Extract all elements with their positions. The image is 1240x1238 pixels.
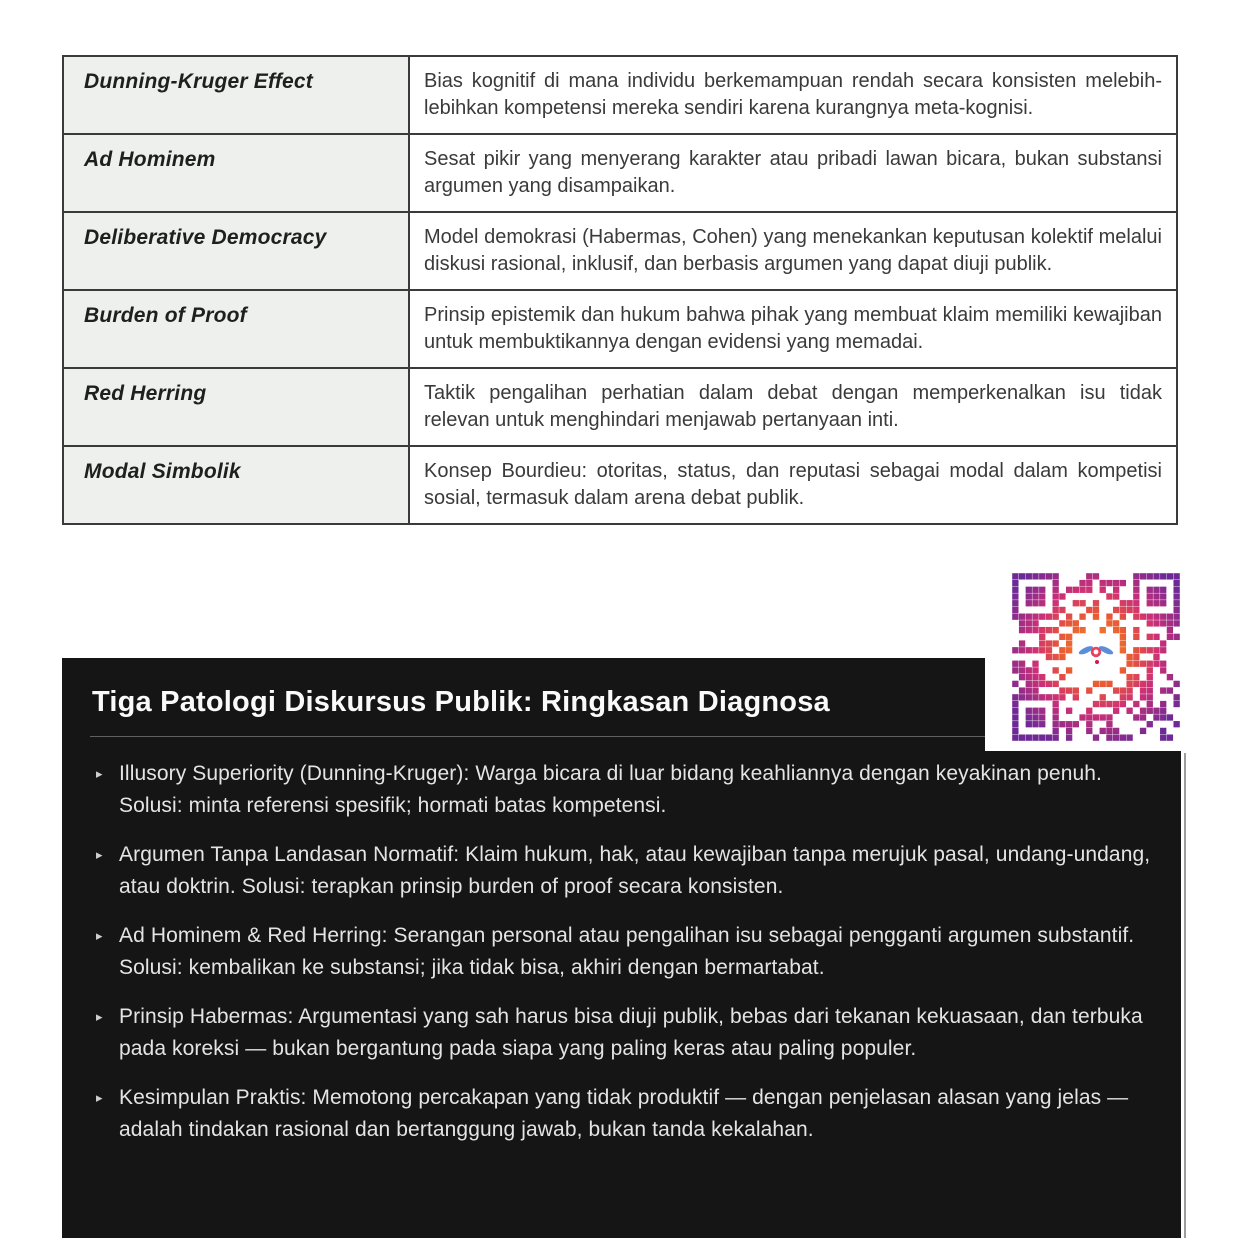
list-item xyxy=(90,1001,1151,1065)
bullet-arrow-icon: ▸ xyxy=(96,847,103,862)
list-item xyxy=(90,758,1151,822)
table-row xyxy=(64,213,1176,291)
term-cell: Burden of Proof xyxy=(64,291,410,367)
panel-title: Tiga Patologi Diskursus Publik: Ringkasan Diagnosa xyxy=(92,686,830,718)
page-edge-line xyxy=(1184,753,1186,1238)
bullet-text: Prinsip Habermas: Argumentasi yang sah harus bisa diuji publik, bebas dari tekanan kekuasaan, dan terbuka pada koreksi — bukan bergantung pada siapa yang paling keras atau paling populer. xyxy=(119,1005,1143,1060)
definition-cell: Prinsip epistemik dan hukum bahwa pihak yang membuat klaim memiliki kewajiban untuk membuktikannya dengan evidensi yang memadai. xyxy=(424,304,1162,353)
bullet-text: Argumen Tanpa Landasan Normatif: Klaim hukum, hak, atau kewajiban tanpa merujuk pasal, undang-undang, atau doktrin. Solusi: terapkan prinsip burden of proof secara konsisten. xyxy=(119,843,1151,898)
bullet-arrow-icon: ▸ xyxy=(96,928,103,943)
bullet-text: Illusory Superiority (Dunning-Kruger): Warga bicara di luar bidang keahliannya dengan keyakinan penuh. Solusi: minta referensi spesifik; hormati batas kompetensi. xyxy=(119,762,1102,817)
table-row xyxy=(64,447,1176,523)
glossary-table xyxy=(62,55,1178,525)
term-cell: Deliberative Democracy xyxy=(64,213,410,289)
bullet-arrow-icon: ▸ xyxy=(96,1009,103,1024)
table-row xyxy=(64,57,1176,135)
list-item xyxy=(90,839,1151,903)
bullet-arrow-icon: ▸ xyxy=(96,1090,103,1105)
bullet-text: Ad Hominem & Red Herring: Serangan personal atau pengalihan isu sebagai pengganti argumen substantif. Solusi: kembalikan ke substansi; jika tidak bisa, akhiri dengan bermartabat. xyxy=(119,924,1135,979)
table-row xyxy=(64,291,1176,369)
definition-cell: Taktik pengalihan perhatian dalam debat dengan memperkenalkan isu tidak relevan untuk menghindari menjawab pertanyaan inti. xyxy=(424,382,1162,431)
definition-cell: Model demokrasi (Habermas, Cohen) yang menekankan keputusan kolektif melalui diskusi rasional, inklusif, dan berbasis argumen yang dapat diuji publik. xyxy=(424,226,1162,275)
definition-cell: Sesat pikir yang menyerang karakter atau pribadi lawan bicara, bukan substansi argumen yang disampaikan. xyxy=(424,148,1162,197)
list-item xyxy=(90,920,1151,984)
bullet-text: Kesimpulan Praktis: Memotong percakapan yang tidak produktif — dengan penjelasan alasan yang jelas — adalah tindakan rasional dan bertanggung jawab, bukan tanda kekalahan. xyxy=(119,1086,1129,1141)
term-cell: Ad Hominem xyxy=(64,135,410,211)
table-row xyxy=(64,369,1176,447)
qr-code[interactable] xyxy=(1012,573,1180,741)
term-cell: Dunning-Kruger Effect xyxy=(64,57,410,133)
definition-cell: Konsep Bourdieu: otoritas, status, dan reputasi sebagai modal dalam kompetisi sosial, termasuk dalam arena debat publik. xyxy=(424,460,1162,509)
term-cell: Red Herring xyxy=(64,369,410,445)
term-cell: Modal Simbolik xyxy=(64,447,410,523)
bullet-list xyxy=(90,758,1151,1146)
definition-cell: Bias kognitif di mana individu berkemampuan rendah secara konsisten melebih-lebihkan kompetensi mereka sendiri karena kurangnya meta-kognisi. xyxy=(424,70,1162,119)
bullet-arrow-icon: ▸ xyxy=(96,766,103,781)
table-row xyxy=(64,135,1176,213)
list-item xyxy=(90,1082,1151,1146)
